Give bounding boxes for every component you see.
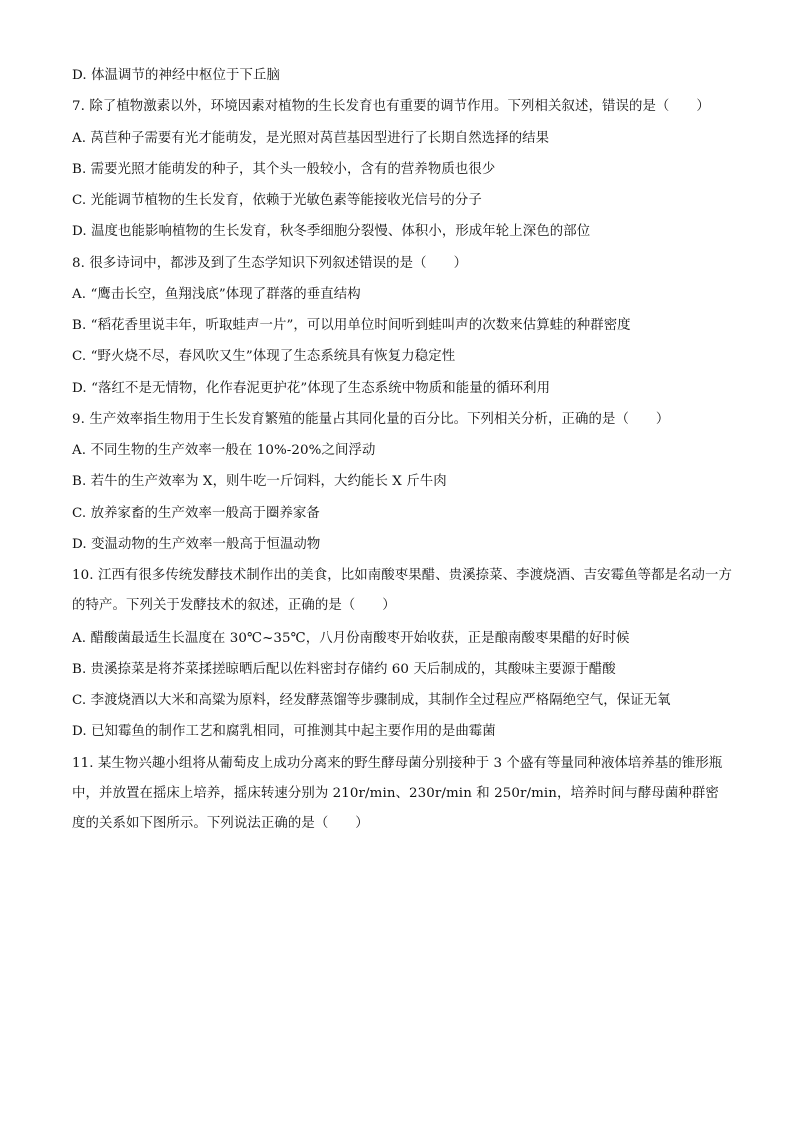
option-9d: D. 变温动物的生产效率一般高于恒温动物 (72, 537, 321, 552)
question-11-stem: 11. 某生物兴趣小组将从葡萄皮上成功分离来的野生酵母菌分别接种于 3 个盛有等量同种液体培养基的锥形瓶中，并放置在摇床上培养，摇床转速分别为 210r/min、230r/min 和 250r/min，培养时间与酵母菌种群密度的关系如下图所示。下列说法正确的是（ ） (72, 756, 723, 831)
option-7d: D. 温度也能影响植物的生长发育，秋冬季细胞分裂慢、体积小，形成年轮上深色的部位 (72, 224, 591, 239)
option-9a: A. 不同生物的生产效率一般在 10%-20%之间浮动 (72, 443, 376, 458)
option-7c: C. 光能调节植物的生长发育，依赖于光敏色素等能接收光信号的分子 (72, 193, 482, 208)
question-7-stem: 7. 除了植物激素以外，环境因素对植物的生长发育也有重要的调节作用。下列相关叙述，错误的是（ ） (72, 99, 710, 114)
option-7b: B. 需要光照才能萌发的种子，其个头一般较小，含有的营养物质也很少 (72, 162, 496, 177)
question-10-stem: 10. 江西有很多传统发酵技术制作出的美食，比如南酸枣果醋、贵溪捺菜、李渡烧酒、吉安霉鱼等都是名动一方的特产。下列关于发酵技术的叙述，正确的是（ ） (72, 568, 733, 613)
option-6d: D. 体温调节的神经中枢位于下丘脑 (72, 68, 280, 83)
option-10d: D. 已知霉鱼的制作工艺和腐乳相同，可推测其中起主要作用的是曲霉菌 (72, 724, 496, 739)
question-8-stem: 8. 很多诗词中，都涉及到了生态学知识下列叙述错误的是（ ） (72, 256, 468, 271)
option-8b: B. “稻花香里说丰年，听取蛙声一片”，可以用单位时间听到蛙叫声的次数来估算蛙的种群密度 (72, 318, 631, 333)
question-9-stem: 9. 生产效率指生物用于生长发育繁殖的能量占其同化量的百分比。下列相关分析，正确的是（ ） (72, 412, 670, 427)
option-7a: A. 莴苣种子需要有光才能萌发，是光照对莴苣基因型进行了长期自然选择的结果 (72, 131, 550, 146)
option-9b: B. 若牛的生产效率为 X，则牛吃一斤饲料，大约能长 X 斤牛肉 (72, 474, 447, 489)
option-10b: B. 贵溪捺菜是将芥菜揉搓晾晒后配以佐料密封存储约 60 天后制成的，其酸味主要源于醋酸 (72, 662, 616, 677)
option-9c: C. 放养家畜的生产效率一般高于圈养家备 (72, 506, 320, 521)
option-10a: A. 醋酸菌最适生长温度在 30℃~35℃，八月份南酸枣开始收获，正是酿南酸枣果醋的好时候 (72, 631, 630, 646)
option-10c: C. 李渡烧酒以大米和高粱为原料，经发酵蒸馏等步骤制成，其制作全过程应严格隔绝空气，保证无氧 (72, 693, 671, 708)
option-8c: C. “野火烧不尽，春风吹又生”体现了生态系统具有恢复力稳定性 (72, 349, 456, 364)
option-8d: D. “落红不是无情物，化作春泥更护花”体现了生态系统中物质和能量的循环利用 (72, 381, 551, 396)
option-8a: A. “鹰击长空，鱼翔浅底”体现了群落的垂直结构 (72, 287, 361, 302)
